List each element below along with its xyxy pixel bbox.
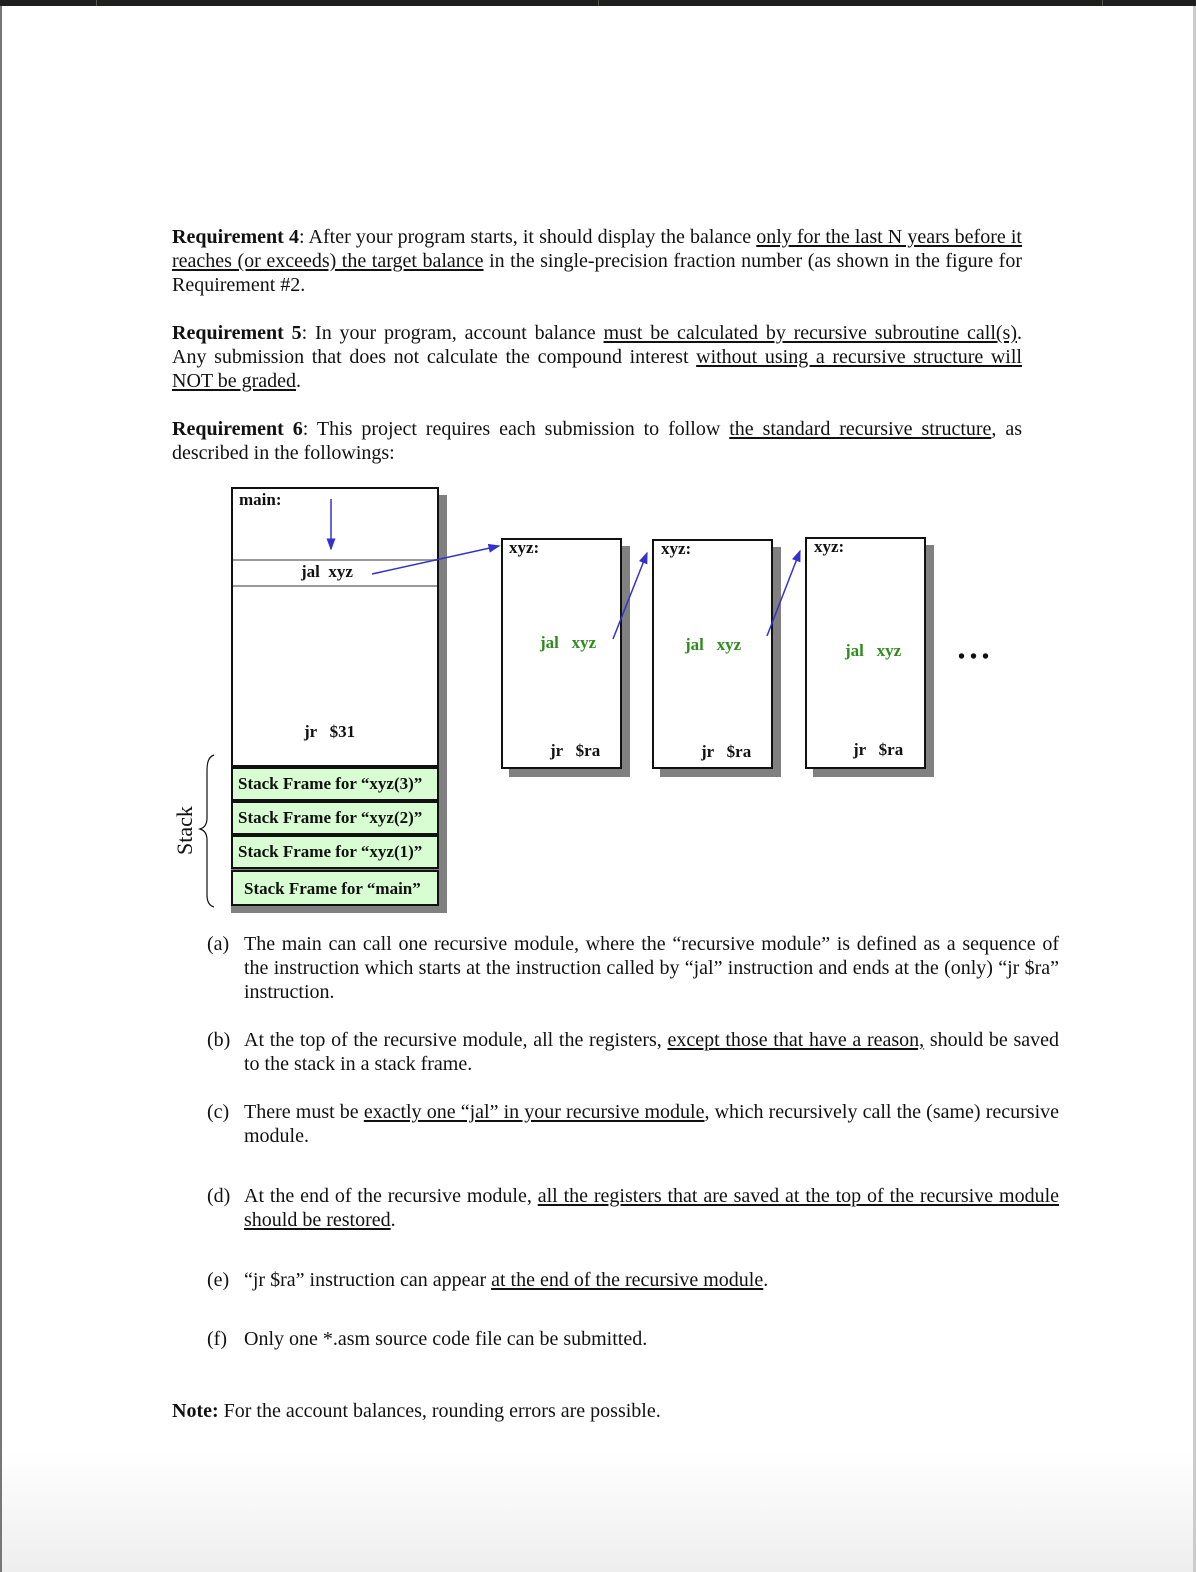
req5-title: Requirement 5 <box>172 322 302 344</box>
item-underlined: all the registers that are saved at the top of the recursive module should be restored <box>244 1185 1060 1231</box>
xyz-jr: jr $ra <box>550 741 601 760</box>
item-label: (f) <box>207 1328 227 1350</box>
xyz-label: xyz: <box>661 539 692 558</box>
call-arrow <box>372 546 499 574</box>
req6-text: : This project requires each submission to follow <box>302 418 730 440</box>
item-label: (a) <box>207 933 230 955</box>
main-label: main: <box>239 490 282 509</box>
stack-frame-xyz2: Stack Frame for “xyz(2)” <box>231 801 439 835</box>
main-jr: jr $31 <box>304 722 356 741</box>
item-text-end: should be saved to the stack in a stack frame. <box>244 1029 1059 1075</box>
recursive-call-arrow <box>767 551 800 636</box>
xyz-label: xyz: <box>509 538 540 557</box>
req6-title: Requirement 6 <box>172 418 303 440</box>
note-text: For the account balances, rounding errors are possible. <box>218 1400 661 1422</box>
item-label: (d) <box>207 1185 231 1207</box>
item-text-end: . <box>763 1269 769 1291</box>
ellipsis: • • • <box>958 646 990 668</box>
req5-underlined-1: must be calculated by recursive subroutine call(s) <box>603 322 1017 344</box>
xyz-jr: jr $ra <box>853 740 904 759</box>
item-text: “jr $ra” instruction can appear <box>244 1269 492 1291</box>
list-item-b <box>207 1028 1059 1076</box>
recursive-call-arrow <box>613 553 647 639</box>
req4-underlined: only for the last N years before it reaches (or exceeds) the target balance <box>172 226 1022 272</box>
stack-frame-xyz1: Stack Frame for “xyz(1)” <box>231 835 439 869</box>
req4-text-end: in the single-precision fraction number (as shown in the figure for Requirement #2. <box>172 250 1022 296</box>
item-text: There must be <box>244 1101 364 1123</box>
req5-text: : In your program, account balance <box>301 322 604 344</box>
item-label: (b) <box>207 1029 231 1051</box>
item-text: At the end of the recursive module, <box>244 1185 538 1207</box>
page-bottom-shadow <box>2 1452 1193 1572</box>
req5-text-2: . Any submission that does not calculate the compound interest <box>172 322 1022 368</box>
item-text: Only one *.asm source code file can be submitted. <box>244 1328 648 1350</box>
item-underlined: at the end of the recursive module <box>491 1269 764 1291</box>
xyz-jal: jal xyz <box>540 633 597 652</box>
main-jal: jal xyz <box>301 562 353 581</box>
item-label: (c) <box>207 1101 230 1123</box>
note <box>172 1399 1022 1423</box>
req5-text-end: . <box>296 370 302 392</box>
stack-frame-main: Stack Frame for “main” <box>231 870 439 906</box>
xyz-jal: jal xyz <box>845 641 902 660</box>
list-item-a <box>207 932 1059 1004</box>
brace-icon <box>200 755 214 907</box>
req5-underlined-2: without using a recursive structure will NOT be graded <box>172 346 1022 392</box>
xyz-label: xyz: <box>814 537 845 556</box>
list-item-c <box>207 1100 1059 1148</box>
list-item-f <box>207 1327 1059 1351</box>
list-item-e <box>207 1268 1059 1292</box>
req6-underlined: the standard recursive structure <box>729 418 992 440</box>
item-text-end: . <box>390 1209 396 1231</box>
item-underlined: exactly one “jal” in your recursive module <box>363 1101 705 1123</box>
item-underlined: except those that have a reason, <box>667 1029 925 1051</box>
xyz-jal: jal xyz <box>685 635 742 654</box>
req4-title: Requirement 4 <box>172 226 299 248</box>
item-text-end: , which recursively call the (same) recursive module. <box>244 1101 1060 1147</box>
item-text: The main can call one recursive module, where the “recursive module” is defined as a sequence of the instruction which starts at the instruction called by “jal” instruction and ends at the (only) “jr $ra” instruction. <box>244 933 1059 1003</box>
stack-label: Stack <box>172 806 197 855</box>
note-title: Note: <box>172 1400 219 1422</box>
list-item-d <box>207 1184 1059 1232</box>
req4-text: : After your program starts, it should display the balance <box>298 226 757 248</box>
xyz-jr: jr $ra <box>701 742 752 761</box>
req6-text-end: , as described in the followings: <box>172 418 1022 464</box>
item-text: At the top of the recursive module, all the registers, <box>244 1029 668 1051</box>
item-label: (e) <box>207 1269 230 1291</box>
stack-frame-xyz3: Stack Frame for “xyz(3)” <box>231 767 439 801</box>
